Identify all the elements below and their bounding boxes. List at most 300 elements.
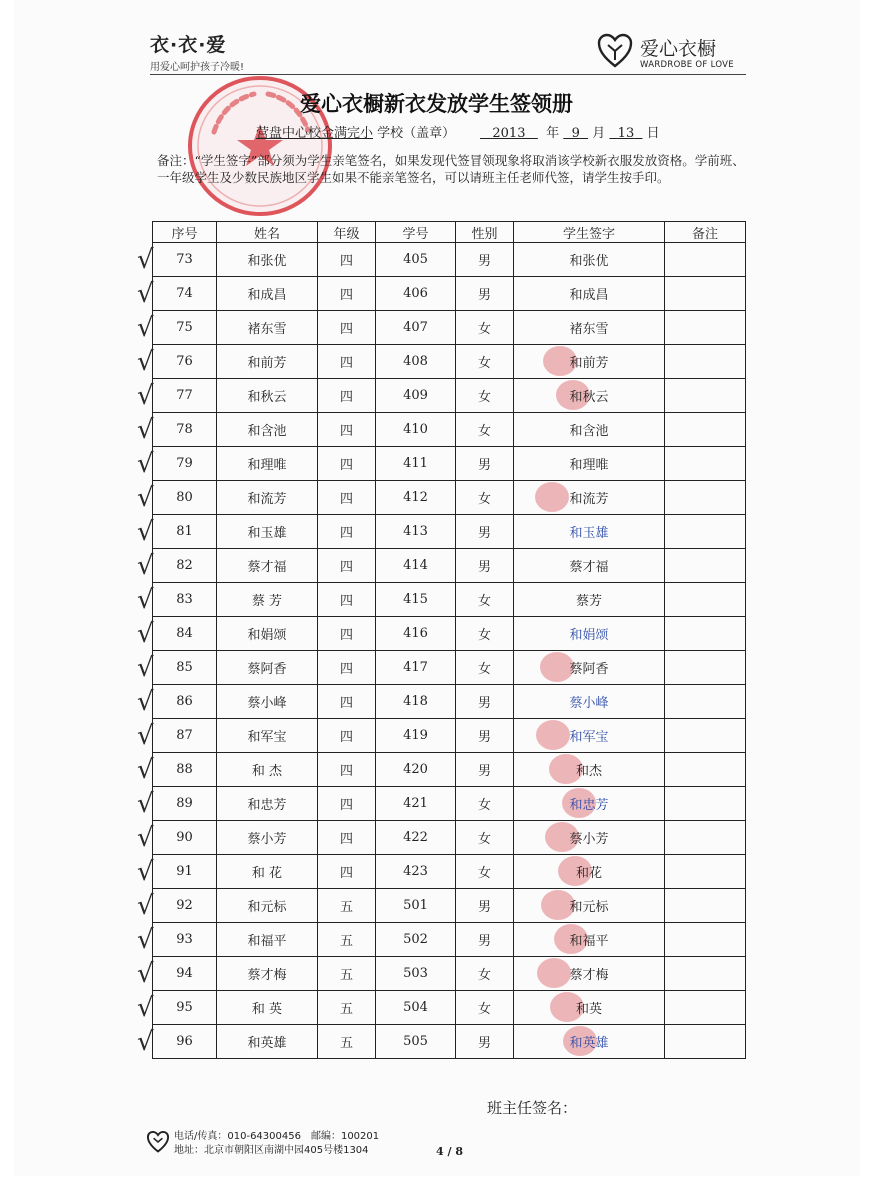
col-header-grade: 年级: [318, 222, 376, 243]
cell-signature: [514, 957, 665, 991]
check-mark-icon: √: [137, 415, 154, 445]
cell-gender: 女: [456, 957, 514, 991]
cell-grade: 四: [318, 311, 376, 345]
fingerprint-mark: [535, 482, 569, 512]
handwritten-signature: 和理唯: [569, 458, 609, 473]
handwritten-signature: 和军宝: [569, 730, 609, 745]
cell-number: [137, 923, 217, 957]
cell-remarks: [665, 583, 746, 617]
cell-gender: 男: [456, 447, 514, 481]
cell-student-id: 408: [376, 345, 456, 379]
cell-number: [137, 685, 217, 719]
table-row: [153, 345, 746, 379]
cell-name: 和 英: [217, 991, 318, 1025]
cell-name: 蔡 芳: [217, 583, 318, 617]
row-number-text: 78: [176, 422, 193, 437]
cell-remarks: [665, 549, 746, 583]
table-row: [153, 1025, 746, 1059]
handwritten-signature: 和含池: [569, 424, 609, 439]
cell-gender: 女: [456, 481, 514, 515]
table-row: [153, 481, 746, 515]
handwritten-signature: 蔡阿香: [569, 662, 609, 677]
row-number-text: 88: [176, 762, 193, 777]
col-header-name: 姓名: [217, 222, 318, 243]
row-number-text: 84: [176, 626, 193, 641]
cell-number: [137, 719, 217, 753]
handwritten-signature: 和玉雄: [569, 526, 609, 541]
cell-remarks: [665, 821, 746, 855]
table-header-row: [153, 222, 746, 243]
cell-student-id: 419: [376, 719, 456, 753]
cell-gender: 女: [456, 413, 514, 447]
cell-signature: [514, 753, 665, 787]
cell-number: [137, 583, 217, 617]
col-header-student-id: 学号: [376, 222, 456, 243]
document-title: 爱心衣橱新衣发放学生签领册: [300, 91, 573, 116]
cell-number: [137, 821, 217, 855]
row-number-text: 80: [176, 490, 193, 505]
row-number-text: 94: [176, 966, 193, 981]
cell-grade: 五: [318, 889, 376, 923]
brand-right-en: WARDROBE OF LOVE: [640, 60, 734, 70]
table-row: [153, 787, 746, 821]
cell-grade: 四: [318, 787, 376, 821]
check-mark-icon: √: [137, 279, 154, 309]
cell-student-id: 410: [376, 413, 456, 447]
table-row: [153, 957, 746, 991]
cell-signature: [514, 583, 665, 617]
cell-grade: 四: [318, 481, 376, 515]
cell-signature: [514, 515, 665, 549]
cell-grade: 五: [318, 957, 376, 991]
cell-grade: 四: [318, 617, 376, 651]
cell-grade: 四: [318, 685, 376, 719]
cell-gender: 男: [456, 685, 514, 719]
handwritten-signature: 蔡才福: [569, 560, 609, 575]
heart-wardrobe-icon: [596, 32, 634, 70]
table-row: [153, 413, 746, 447]
brand-left: [150, 30, 244, 73]
cell-grade: 四: [318, 447, 376, 481]
cell-name: 和理唯: [217, 447, 318, 481]
cell-student-id: 504: [376, 991, 456, 1025]
cell-student-id: 407: [376, 311, 456, 345]
brand-left-slogan: 用爱心呵护孩子冷暖!: [150, 62, 245, 73]
cell-name: 和张优: [217, 243, 318, 277]
handwritten-signature: 和忠芳: [569, 798, 609, 813]
month-label: 月: [592, 126, 606, 141]
cell-signature: [514, 1025, 665, 1059]
cell-number: [137, 753, 217, 787]
check-mark-icon: √: [137, 653, 154, 683]
cell-gender: 女: [456, 311, 514, 345]
cell-student-id: 505: [376, 1025, 456, 1059]
cell-gender: 男: [456, 277, 514, 311]
cell-signature: [514, 617, 665, 651]
cell-remarks: [665, 277, 746, 311]
col-header-number: 序号: [153, 222, 217, 243]
check-mark-icon: √: [137, 823, 154, 853]
cell-student-id: 415: [376, 583, 456, 617]
cell-grade: 四: [318, 413, 376, 447]
cell-remarks: [665, 889, 746, 923]
cell-student-id: 409: [376, 379, 456, 413]
cell-name: 和英雄: [217, 1025, 318, 1059]
cell-gender: 男: [456, 923, 514, 957]
cell-number: [137, 1025, 217, 1059]
check-mark-icon: √: [137, 551, 154, 581]
cell-number: [137, 481, 217, 515]
cell-student-id: 417: [376, 651, 456, 685]
cell-signature: [514, 821, 665, 855]
table-row: [153, 719, 746, 753]
table-row: [153, 515, 746, 549]
handwritten-signature: 褚东雪: [569, 322, 609, 337]
cell-signature: [514, 311, 665, 345]
cell-name: 和前芳: [217, 345, 318, 379]
row-number-text: 92: [176, 898, 193, 913]
cell-signature: [514, 787, 665, 821]
cell-signature: [514, 991, 665, 1025]
cell-remarks: [665, 991, 746, 1025]
check-mark-icon: √: [137, 245, 154, 275]
cell-number: [137, 277, 217, 311]
cell-remarks: [665, 447, 746, 481]
cell-number: [137, 549, 217, 583]
cell-number: [137, 345, 217, 379]
cell-name: 和 花: [217, 855, 318, 889]
cell-remarks: [665, 617, 746, 651]
handwritten-signature: 和元标: [569, 900, 609, 915]
cell-gender: 女: [456, 379, 514, 413]
cell-remarks: [665, 923, 746, 957]
check-mark-icon: √: [137, 381, 154, 411]
handwritten-signature: 蔡小峰: [569, 696, 609, 711]
cell-signature: [514, 889, 665, 923]
handwritten-signature: 和英: [575, 1002, 602, 1017]
check-mark-icon: √: [137, 925, 154, 955]
check-mark-icon: √: [137, 619, 154, 649]
cell-student-id: 405: [376, 243, 456, 277]
row-number-text: 79: [176, 456, 193, 471]
cell-signature: [514, 549, 665, 583]
cell-name: 蔡阿香: [217, 651, 318, 685]
handwritten-signature: 蔡才梅: [569, 968, 609, 983]
cell-student-id: 406: [376, 277, 456, 311]
row-number-text: 90: [176, 830, 193, 845]
cell-signature: [514, 719, 665, 753]
page-number: 4 / 8: [436, 1145, 463, 1158]
cell-name: 和流芳: [217, 481, 318, 515]
cell-grade: 四: [318, 855, 376, 889]
cell-number: [137, 991, 217, 1025]
cell-number: [137, 957, 217, 991]
check-mark-icon: √: [137, 959, 154, 989]
cell-number: [137, 413, 217, 447]
cell-student-id: 413: [376, 515, 456, 549]
row-number-text: 86: [176, 694, 193, 709]
cell-student-id: 414: [376, 549, 456, 583]
cell-student-id: 502: [376, 923, 456, 957]
check-mark-icon: √: [137, 891, 154, 921]
table-row: [153, 685, 746, 719]
cell-gender: 男: [456, 243, 514, 277]
handwritten-signature: 和前芳: [569, 356, 609, 371]
handwritten-signature: 和英雄: [569, 1036, 609, 1051]
row-number-text: 91: [176, 864, 193, 879]
cell-name: 和玉雄: [217, 515, 318, 549]
cell-name: 褚东雪: [217, 311, 318, 345]
table-row: [153, 923, 746, 957]
school-line: [256, 122, 660, 141]
cell-gender: 女: [456, 821, 514, 855]
cell-name: 和军宝: [217, 719, 318, 753]
cell-remarks: [665, 651, 746, 685]
cell-name: 和含池: [217, 413, 318, 447]
cell-gender: 男: [456, 719, 514, 753]
cell-grade: 四: [318, 515, 376, 549]
handwritten-signature: 和花: [575, 866, 602, 881]
table-row: [153, 889, 746, 923]
table-row: [153, 311, 746, 345]
cell-gender: 女: [456, 617, 514, 651]
cell-number: [137, 447, 217, 481]
cell-number: [137, 515, 217, 549]
table-row: [153, 583, 746, 617]
cell-signature: [514, 651, 665, 685]
cell-grade: 四: [318, 651, 376, 685]
cell-name: 蔡才福: [217, 549, 318, 583]
handwritten-signature: 和成昌: [569, 288, 609, 303]
check-mark-icon: √: [137, 1027, 154, 1057]
cell-remarks: [665, 243, 746, 277]
cell-grade: 四: [318, 821, 376, 855]
handwritten-signature: 和流芳: [569, 492, 609, 507]
check-mark-icon: √: [137, 449, 154, 479]
handwritten-signature: 和杰: [575, 764, 602, 779]
col-header-remarks: 备注: [665, 222, 746, 243]
cell-remarks: [665, 345, 746, 379]
cell-student-id: 422: [376, 821, 456, 855]
cell-number: [137, 379, 217, 413]
row-number-text: 85: [176, 660, 193, 675]
cell-gender: 女: [456, 991, 514, 1025]
cell-signature: [514, 447, 665, 481]
cell-signature: [514, 243, 665, 277]
row-number-text: 76: [176, 354, 193, 369]
cell-number: [137, 855, 217, 889]
table-row: [153, 651, 746, 685]
cell-remarks: [665, 311, 746, 345]
cell-grade: 四: [318, 549, 376, 583]
cell-remarks: [665, 787, 746, 821]
check-mark-icon: √: [137, 755, 154, 785]
cell-remarks: [665, 515, 746, 549]
check-mark-icon: √: [137, 313, 154, 343]
cell-name: 蔡小芳: [217, 821, 318, 855]
row-number-text: 93: [176, 932, 193, 947]
roster-table: [137, 221, 746, 1059]
table-row: [153, 277, 746, 311]
cell-grade: 五: [318, 1025, 376, 1059]
cell-signature: [514, 685, 665, 719]
cell-name: 和忠芳: [217, 787, 318, 821]
heart-wardrobe-icon: [146, 1130, 170, 1154]
cell-student-id: 418: [376, 685, 456, 719]
cell-number: [137, 651, 217, 685]
handwritten-signature: 和娟颂: [569, 628, 609, 643]
check-mark-icon: √: [137, 517, 154, 547]
cell-name: 和娟颂: [217, 617, 318, 651]
cell-name: 和元标: [217, 889, 318, 923]
cell-name: 蔡小峰: [217, 685, 318, 719]
cell-grade: 四: [318, 277, 376, 311]
cell-remarks: [665, 957, 746, 991]
cell-remarks: [665, 753, 746, 787]
footer-address: 地址：北京市朝阳区南湖中园405号楼1304: [174, 1145, 369, 1156]
cell-number: [137, 243, 217, 277]
col-header-signature: 学生签字: [514, 222, 665, 243]
row-number-text: 75: [176, 320, 193, 335]
table-row: [153, 753, 746, 787]
cell-name: 和成昌: [217, 277, 318, 311]
check-mark-icon: √: [137, 687, 154, 717]
instruction-note: 备注：“学生签字”部分须为学生亲笔签名，如果发现代签冒领现象将取消该学校新衣服发放资格。学前班、一年级学生及少数民族地区学生如果不能亲笔签名，可以请班主任老师代签，请学生按手印。: [157, 153, 745, 185]
cell-name: 和秋云: [217, 379, 318, 413]
fingerprint-mark: [537, 958, 571, 988]
handwritten-signature: 和福平: [569, 934, 609, 949]
row-number-text: 77: [176, 388, 193, 403]
cell-signature: [514, 413, 665, 447]
month-value: 9: [571, 126, 580, 141]
cell-gender: 女: [456, 583, 514, 617]
cell-remarks: [665, 719, 746, 753]
cell-student-id: 423: [376, 855, 456, 889]
table-row: [153, 447, 746, 481]
footer-contact: [174, 1130, 379, 1158]
school-suffix: 学校（盖章）: [377, 126, 456, 141]
cell-name: 蔡才梅: [217, 957, 318, 991]
cell-grade: 五: [318, 923, 376, 957]
cell-signature: [514, 855, 665, 889]
roster-body: [137, 243, 746, 1059]
table-row: [153, 243, 746, 277]
table-row: [153, 617, 746, 651]
cell-grade: 四: [318, 243, 376, 277]
cell-gender: 男: [456, 549, 514, 583]
handwritten-signature: 和张优: [569, 254, 609, 269]
table-row: [153, 549, 746, 583]
cell-signature: [514, 481, 665, 515]
cell-signature: [514, 345, 665, 379]
table-row: [153, 991, 746, 1025]
cell-remarks: [665, 685, 746, 719]
handwritten-signature: 蔡小芳: [569, 832, 609, 847]
cell-number: [137, 311, 217, 345]
check-mark-icon: √: [137, 585, 154, 615]
cell-grade: 四: [318, 345, 376, 379]
day-label: 日: [646, 126, 660, 141]
year-value: 2013: [492, 126, 526, 141]
brand-right-name: 爱心衣橱: [640, 38, 717, 60]
cell-name: 和 杰: [217, 753, 318, 787]
cell-name: 和福平: [217, 923, 318, 957]
cell-signature: [514, 379, 665, 413]
brand-right: [596, 32, 746, 74]
handwritten-signature: 蔡芳: [575, 594, 602, 609]
handwritten-signature: 和秋云: [569, 390, 609, 405]
cell-student-id: 503: [376, 957, 456, 991]
day-value: 13: [617, 126, 635, 141]
school-name: 营盘中心校金满完小: [256, 126, 374, 141]
cell-gender: 女: [456, 855, 514, 889]
check-mark-icon: √: [137, 721, 154, 751]
cell-student-id: 411: [376, 447, 456, 481]
check-mark-icon: √: [137, 993, 154, 1023]
cell-remarks: [665, 413, 746, 447]
cell-gender: 女: [456, 651, 514, 685]
cell-signature: [514, 277, 665, 311]
brand-left-name: 衣·衣·爱: [150, 34, 227, 56]
check-mark-icon: √: [137, 347, 154, 377]
cell-student-id: 420: [376, 753, 456, 787]
check-mark-icon: √: [137, 857, 154, 887]
table-row: [153, 379, 746, 413]
cell-remarks: [665, 379, 746, 413]
cell-remarks: [665, 855, 746, 889]
row-number-text: 87: [176, 728, 193, 743]
cell-grade: 五: [318, 991, 376, 1025]
cell-gender: 女: [456, 787, 514, 821]
table-row: [153, 821, 746, 855]
cell-gender: 男: [456, 1025, 514, 1059]
row-number-text: 95: [176, 1000, 193, 1015]
cell-number: [137, 617, 217, 651]
row-number-text: 73: [176, 252, 193, 267]
check-mark-icon: √: [137, 483, 154, 513]
row-number-text: 96: [176, 1034, 193, 1049]
teacher-signature-label: 班主任签名：: [487, 1099, 578, 1117]
cell-gender: 男: [456, 889, 514, 923]
cell-remarks: [665, 1025, 746, 1059]
footer-phone: 电话/传真：010-64300456 邮编：100201: [174, 1131, 380, 1142]
cell-signature: [514, 923, 665, 957]
cell-student-id: 412: [376, 481, 456, 515]
cell-grade: 四: [318, 379, 376, 413]
cell-grade: 四: [318, 753, 376, 787]
cell-gender: 男: [456, 753, 514, 787]
cell-gender: 女: [456, 345, 514, 379]
cell-grade: 四: [318, 583, 376, 617]
row-number-text: 89: [176, 796, 193, 811]
cell-number: [137, 787, 217, 821]
row-number-text: 74: [176, 286, 193, 301]
check-mark-icon: √: [137, 789, 154, 819]
cell-remarks: [665, 481, 746, 515]
cell-student-id: 501: [376, 889, 456, 923]
year-label: 年: [546, 126, 560, 141]
cell-student-id: 421: [376, 787, 456, 821]
table-row: [153, 855, 746, 889]
cell-number: [137, 889, 217, 923]
row-number-text: 83: [176, 592, 193, 607]
cell-gender: 男: [456, 515, 514, 549]
fingerprint-mark: [536, 720, 570, 750]
col-header-gender: 性别: [456, 222, 514, 243]
row-number-text: 82: [176, 558, 193, 573]
cell-grade: 四: [318, 719, 376, 753]
cell-student-id: 416: [376, 617, 456, 651]
